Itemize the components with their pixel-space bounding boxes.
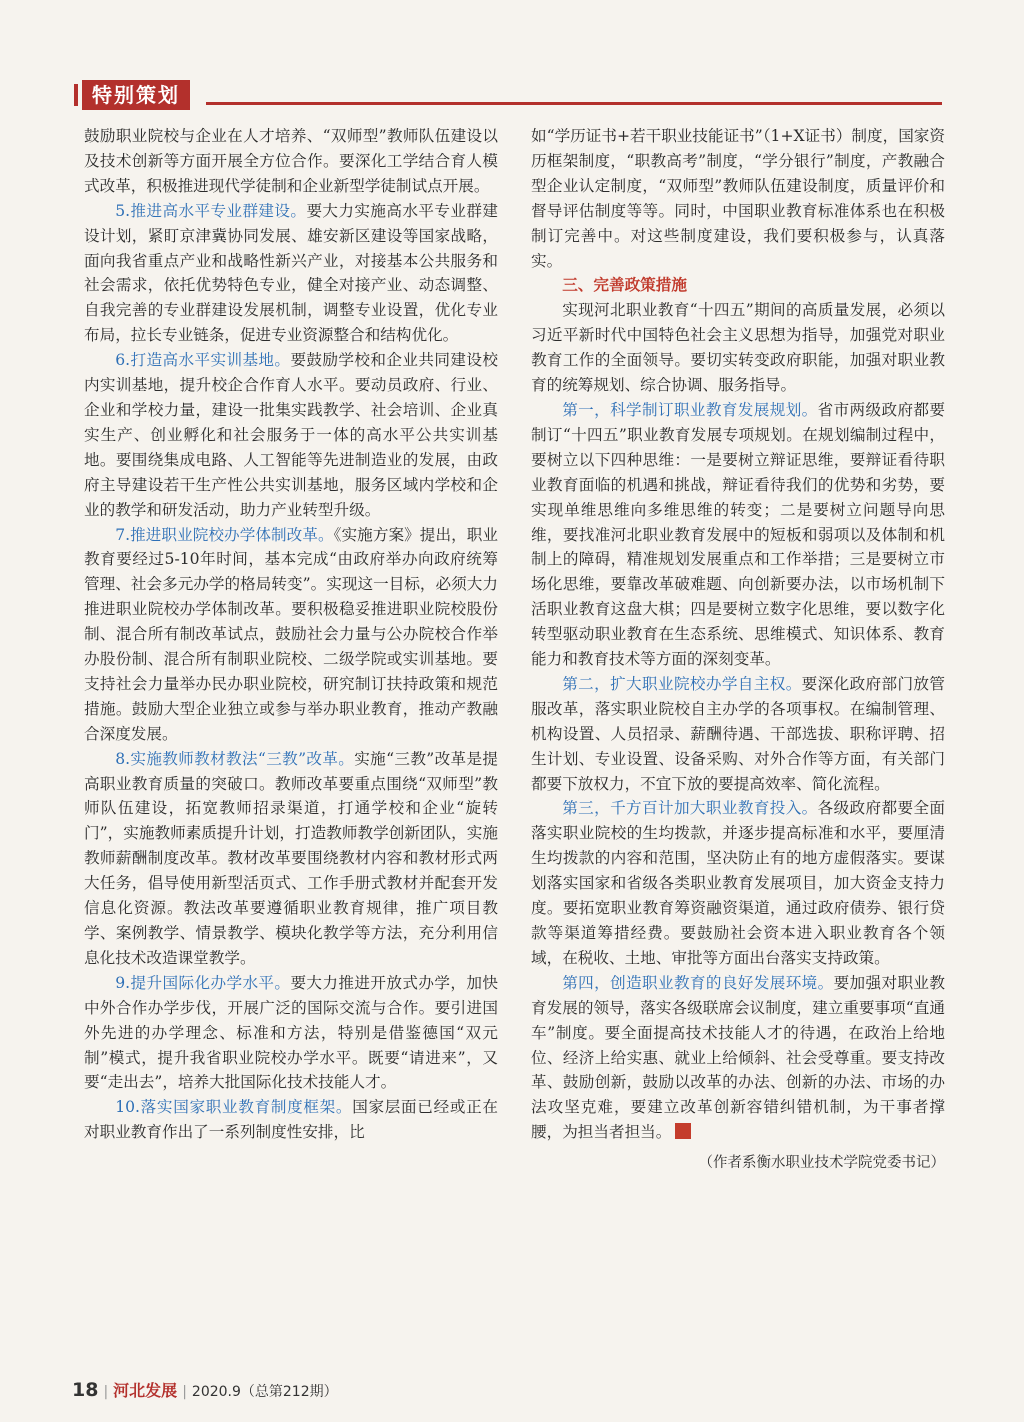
paragraph: 如“学历证书+若干职业技能证书”（1+X证书）制度，国家资历框架制度，“职教高考”制度，“学分银行”制度，产教融合型企业认定制度，“双师型”教师队伍建设制度，质量评价和督导评估制度等等。同时，中国职业教育标准体系也在积极制订完善中。对这些制度建设，我们要积极参与，认真落实。 [531, 127, 945, 270]
paragraph [531, 298, 945, 398]
subheading: 第一，科学制订职业教育发展规划。 [562, 400, 818, 419]
end-seal-icon [675, 1123, 691, 1139]
right-column [531, 124, 945, 1176]
subheading: 10.落实国家职业教育制度框架。 [115, 1098, 353, 1117]
paragraph [84, 348, 498, 522]
paragraph-text: 实现河北职业教育“十四五”期间的高质量发展，必须以习近平新时代中国特色社会主义思想为指导，加强党对职业教育工作的全面领导。要切实转变政府职能，加强对职业教育的统筹规划、综合协调、服务指导。 [531, 301, 945, 395]
paragraph-text: 要深化政府部门放管服改革，落实职业院校自主办学的各项事权。在编制管理、机构设置、人员招录、薪酬待遇、干部选拔、职称评聘、招生计划、专业设置、设备采购、对外合作等方面，有关部门都要下放权力，不宜下放的要提高效率、简化流程。 [531, 674, 945, 793]
issue-info: 2020.9（总第212期） [191, 1384, 338, 1400]
paragraph [531, 672, 945, 797]
paragraph-text: 实施“三教”改革是提高职业教育质量的突破口。教师改革要重点围绕“双师型”教师队伍建设，拓宽教师招录渠道，打通学校和企业“旋转门”，实施教师素质提升计划，打造教师教学创新团队，实施教师薪酬制度改革。教材改革要围绕教材内容和教材形式两大任务，倡导使用新型活页式、工作手册式教材并配套开发信息化资源。教法改革要遵循职业教育规律，推广项目教学、案例教学、情景教学、模块化教学等方法，充分利用信息化技术改造课堂教学。 [84, 749, 498, 967]
magazine-name: 河北发展 [113, 1381, 178, 1400]
page-footer: 18 | 河北发展 | 2020.9（总第212期） [72, 1379, 338, 1401]
left-column [84, 124, 498, 1145]
paragraph-text: 各级政府都要全面落实职业院校的生均拨款，并逐步提高标准和水平，要厘清生均拨款的内容和范围，坚决防止有的地方虚假落实。要谋划落实国家和省级各类职业教育发展项目，加大资金支持力度。要拓宽职业教育筹资融资渠道，通过政府债券、银行贷款等渠道筹措经费。要鼓励社会资本进入职业教育各个领域，在税收、土地、审批等方面出台落实支持政策。 [531, 799, 945, 967]
subheading: 5.推进高水平专业群建设。 [115, 201, 307, 220]
subheading: 6.打造高水平实训基地。 [115, 351, 291, 370]
subheading: 第四，创造职业教育的良好发展环境。 [562, 973, 834, 992]
paragraph: 鼓励职业院校与企业在人才培养、“双师型”教师队伍建设以及技术创新等方面开展全方位合作。要深化工学结合育人模式改革，积极推进现代学徒制和企业新型学徒制试点开展。 [84, 127, 498, 195]
page-header [82, 80, 942, 110]
right-column-body [531, 124, 945, 1145]
page-number: 18 [72, 1379, 99, 1401]
paragraph-text: 要鼓励学校和企业共同建设校内实训基地，提升校企合作育人水平。要动员政府、行业、企业和学校力量，建设一批集实践教学、社会培训、企业真实生产、创业孵化和社会服务于一体的高水平公共实训基地。要围绕集成电路、人工智能等先进制造业的发展，由政府主导建设若干生产性公共实训基地，服务区域内学校和企业的教学和研发活动，助力产业转型升级。 [84, 351, 498, 519]
header-rule [206, 102, 942, 105]
paragraph-text: 要大力推进开放式办学，加快中外合作办学步伐，开展广泛的国际交流与合作。要引进国外先进的办学理念、标准和方法，特别是借鉴德国“双元制”模式，提升我省职业院校办学水平。既要“请进来”，又要“走出去”，培养大批国际化技术技能人才。 [84, 973, 498, 1092]
paragraph [531, 796, 945, 970]
subheading: 第三，千方百计加大职业教育投入。 [562, 799, 818, 818]
subheading: 7.推进职业院校办学体制改革。 [115, 525, 334, 544]
paragraph-text: 要加强对职业教育发展的领导，落实各级联席会议制度，建立重要事项“直通车”制度。要全面提高技术技能人才的待遇，在政治上给地位、经济上给实惠、就业上给倾斜、社会受尊重。要支持改革、鼓励创新，鼓励以改革的办法、创新的办法、市场的办法攻坚克难，要建立改革创新容错纠错机制，为干事者撑腰，为担当者担当。 [531, 973, 945, 1142]
section-heading: 三、完善政策措施 [562, 276, 687, 295]
subheading: 8.实施教师教材教法“三教”改革。 [115, 749, 355, 768]
paragraph [84, 971, 498, 1096]
subheading: 第二，扩大职业院校办学自主权。 [562, 674, 802, 693]
paragraph [531, 398, 945, 672]
paragraph-text: 国家层面已经或正在对职业教育作出了一系列制度性安排，比 [84, 1098, 498, 1142]
paragraph-text: 要大力实施高水平专业群建设计划，紧盯京津冀协同发展、雄安新区建设等国家战略，面向我省重点产业和战略性新兴产业，对接基本公共服务和社会需求，依托优势特色专业，健全对接产业、动态调整、自我完善的专业群建设发展机制，调整专业设置，优化专业布局，拉长专业链条，促进专业资源整合和结构优化。 [84, 201, 498, 345]
paragraph [84, 199, 498, 348]
paragraph-text: 省市两级政府都要制订“十四五”职业教育发展专项规划。在规划编制过程中，要树立以下四种思维：一是要树立辩证思维，要辩证看待职业教育面临的机遇和挑战，辩证看待我们的优势和劣势，要实现单维思维向多维思维的转变；二是要树立问题导向思维，要找准河北职业教育发展中的短板和弱项以及体制和机制上的障碍，精准规划发展重点和工作举措；三是要树立市场化思维，要靠改革破难题、向创新要办法，以市场机制下活职业教育这盘大棋；四是要树立数字化思维，要以数字化转型驱动职业教育在生态系统、思维模式、知识体系、教育能力和教育技术等方面的深刻变革。 [531, 400, 945, 669]
author-byline: （作者系衡水职业技术学院党委书记） [698, 1155, 945, 1172]
paragraph [84, 523, 498, 747]
paragraph [84, 747, 498, 971]
subheading: 9.提升国际化办学水平。 [115, 973, 291, 992]
section-tag: 特别策划 [82, 80, 190, 110]
paragraph [531, 971, 945, 1145]
paragraph-text: 《实施方案》提出，职业教育要经过5-10年时间，基本完成“由政府举办向政府统筹管理、社会多元办学的格局转变”。实现这一目标，必须大力推进职业院校办学体制改革。要积极稳妥推进职业院校股份制、混合所有制改革试点，鼓励社会力量与公办院校合作举办股份制、混合所有制职业院校、二级学院或实训基地。要支持社会力量举办民办职业院校，研究制订扶持政策和规范措施。鼓励大型企业独立或参与举办职业教育，推动产教融合深度发展。 [84, 525, 498, 743]
paragraph [84, 1095, 498, 1145]
